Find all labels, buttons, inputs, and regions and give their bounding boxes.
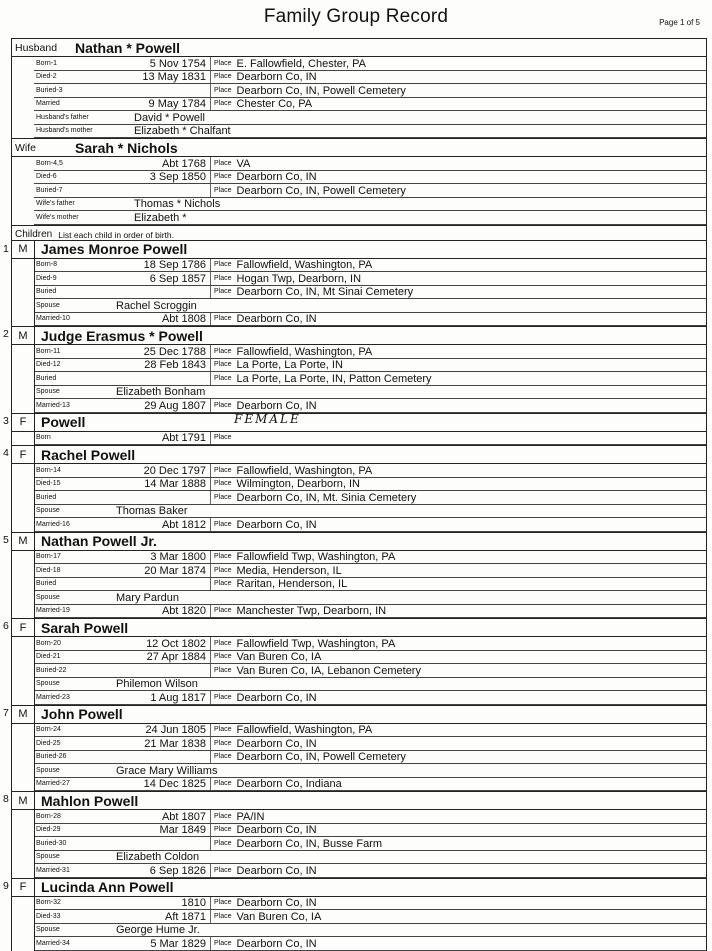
child-number: 7: [3, 706, 9, 719]
spouse-row: [34, 505, 706, 519]
event-place: E. Fallowfield, Chester, PA: [236, 57, 366, 70]
event-label: Born-14: [36, 466, 61, 474]
father-row-label: Wife's father: [36, 200, 75, 207]
event-label: Buried: [36, 580, 57, 587]
event-date: Abt 1820: [161, 605, 206, 617]
child-sex: F: [12, 619, 35, 636]
place-label: Place: [210, 98, 235, 111]
spouse-row: [34, 591, 706, 605]
event-row: [34, 372, 706, 386]
father-row: [34, 111, 706, 125]
place-label: Place: [210, 664, 235, 677]
place-label: Place: [210, 272, 235, 285]
event-label: Buried: [36, 493, 57, 501]
place-label: Place: [210, 551, 235, 564]
child-number: 9: [3, 879, 9, 892]
spouse-row-value: Thomas Baker: [116, 505, 188, 517]
event-date: 5 Nov 1754: [149, 57, 206, 70]
event-row: [34, 751, 706, 765]
event-place: Dearborn Co, IN, Busse Farm: [236, 837, 383, 850]
event-date: Aft 1871: [165, 910, 206, 923]
child-sex: F: [12, 446, 35, 463]
page-number: Page 1 of 5: [659, 18, 700, 27]
event-place: Dearborn Co, IN: [236, 864, 317, 877]
child-gutter: [12, 722, 35, 792]
place-label: Place: [210, 751, 235, 764]
event-label: Born-24: [36, 726, 61, 733]
event-place: Fallowfield, Washington, PA: [236, 724, 373, 736]
event-date: 14 Mar 1888: [144, 478, 206, 490]
event-label: Married-13: [36, 401, 70, 409]
place-label: Place: [210, 564, 235, 577]
child-name: Lucinda Ann Powell: [41, 879, 174, 895]
event-date: 27 Apr 1884: [146, 651, 206, 663]
event-place: Fallowfield, Washington, PA: [236, 259, 373, 271]
event-row: [34, 399, 706, 413]
child-block: [3, 326, 706, 413]
event-label: Born: [36, 434, 51, 441]
event-label: Died-25: [36, 739, 61, 747]
place-label: Place: [210, 84, 235, 97]
child-header: [12, 705, 706, 724]
wife-section: [11, 138, 707, 225]
event-date: 20 Mar 1874: [144, 564, 206, 577]
event-place: Dearborn Co, IN: [236, 313, 317, 325]
place-label: Place: [210, 359, 235, 372]
event-label: Buried-7: [36, 186, 63, 194]
children-label: Children: [15, 228, 53, 240]
event-row: [34, 637, 706, 651]
place-label: Place: [210, 578, 235, 591]
document-title: Family Group Record: [263, 6, 449, 27]
place-label: Place: [210, 910, 235, 923]
event-place: Dearborn Co, IN, Powell Cemetery: [236, 184, 406, 197]
father-row-value: David * Powell: [134, 111, 205, 124]
wife-name: Sarah * Nichols: [75, 139, 178, 156]
event-date: Abt 1807: [161, 810, 206, 823]
child-number: 1: [3, 242, 9, 255]
event-row: [34, 664, 706, 678]
event-row: [34, 272, 706, 286]
event-place: Dearborn Co, IN: [236, 897, 317, 909]
event-row: [34, 157, 706, 171]
child-name: Powell: [41, 414, 86, 430]
place-label: Place: [210, 259, 235, 272]
child-header: [12, 618, 706, 637]
place-label: Place: [210, 778, 235, 791]
spouse-row: [34, 678, 706, 692]
event-label: Born-17: [36, 553, 61, 560]
place-label: Place: [210, 837, 235, 850]
husband-header: [12, 39, 706, 57]
event-row: [34, 837, 706, 851]
mother-row-value: Elizabeth *: [134, 211, 187, 224]
child-block: [3, 532, 706, 619]
event-label: Buried-22: [36, 666, 67, 674]
event-label: Died-29: [36, 826, 61, 833]
child-gutter: [12, 343, 35, 413]
event-place: Dearborn Co, IN: [236, 737, 317, 750]
event-place: Dearborn Co, IN: [236, 937, 317, 950]
event-row: [34, 937, 706, 951]
event-place: Dearborn Co, IN: [236, 171, 317, 183]
event-place: Dearborn Co, IN, Mt. Sinia Cemetery: [236, 491, 417, 504]
event-row: [34, 737, 706, 751]
event-label: Died-21: [36, 653, 61, 660]
event-row: [34, 824, 706, 838]
place-label: Place: [210, 71, 235, 84]
event-date: 6 Sep 1857: [149, 272, 206, 285]
wife-header: [12, 139, 706, 157]
event-row: [34, 724, 706, 738]
event-place: Dearborn Co, IN: [236, 518, 317, 531]
spouse-row-value: Elizabeth Coldon: [116, 851, 200, 863]
event-row: [34, 345, 706, 359]
event-date: 24 Jun 1805: [145, 724, 206, 736]
event-row: [34, 464, 706, 478]
event-row: [34, 651, 706, 665]
child-block: [3, 411, 706, 446]
event-date: Abt 1768: [161, 157, 206, 170]
child-gutter: [12, 549, 35, 619]
spouse-row-label: Spouse: [36, 593, 60, 601]
event-label: Died-18: [36, 566, 61, 574]
child-number: 4: [3, 447, 9, 459]
child-header: [12, 445, 706, 464]
event-date: Abt 1812: [161, 518, 206, 531]
event-label: Born-11: [36, 347, 61, 355]
child-block: [3, 445, 706, 532]
place-label: Place: [210, 313, 235, 326]
event-place: Dearborn Co, IN, Mt Sinai Cemetery: [236, 286, 414, 298]
child-header: [12, 791, 706, 810]
event-label: Buried: [36, 288, 57, 295]
event-date: 13 May 1831: [142, 71, 206, 83]
children-section: [3, 225, 707, 951]
event-date: Mar 1849: [159, 824, 206, 836]
children-list: [3, 241, 706, 951]
event-place: Chester Co, PA: [236, 98, 313, 110]
event-row: [34, 864, 706, 878]
event-place: Fallowfield Twp, Washington, PA: [236, 551, 396, 563]
child-header: [12, 532, 706, 551]
spouse-row-label: Spouse: [36, 507, 60, 514]
event-row: [34, 432, 706, 446]
event-date: Abt 1791: [161, 432, 206, 444]
event-label: Married-23: [36, 693, 70, 701]
place-label: Place: [210, 372, 235, 385]
child-number: 6: [3, 620, 9, 632]
place-label: Place: [210, 737, 235, 750]
event-row: [34, 518, 706, 532]
child-gutter: [12, 430, 35, 446]
place-label: Place: [210, 518, 235, 531]
event-place: Hogan Twp, Dearborn, IN: [236, 272, 362, 285]
handwritten-note: FEMALE: [234, 411, 301, 426]
place-label: Place: [210, 691, 235, 704]
event-label: Buried-3: [36, 86, 63, 94]
spouse-row: [34, 851, 706, 865]
event-date: 3 Sep 1850: [149, 171, 206, 183]
child-sex: M: [12, 241, 35, 258]
child-name: John Powell: [41, 706, 123, 722]
place-label: Place: [210, 432, 235, 445]
event-row: [34, 98, 706, 112]
child-gutter: [12, 462, 35, 532]
event-place: La Porte, La Porte, IN, Patton Cemetery: [236, 372, 432, 385]
event-place: Van Buren Co, IA, Lebanon Cemetery: [236, 664, 421, 677]
child-number: 3: [3, 414, 9, 427]
event-place: PA/IN: [236, 810, 265, 823]
husband-name: Nathan * Powell: [75, 39, 181, 56]
spouse-row-label: Spouse: [36, 680, 60, 687]
event-date: 1810: [181, 897, 206, 909]
event-row: [34, 578, 706, 592]
event-date: 20 Dec 1797: [143, 464, 206, 477]
mother-row-value: Elizabeth * Chalfant: [134, 125, 231, 137]
event-label: Born-8: [36, 261, 58, 268]
event-row: [34, 605, 706, 619]
event-label: Died-9: [36, 274, 57, 282]
event-row: [34, 778, 706, 792]
event-row: [34, 478, 706, 492]
husband-role: Husband: [15, 41, 58, 54]
event-place: Dearborn Co, IN, Powell Cemetery: [236, 751, 406, 763]
event-row: [34, 259, 706, 273]
event-label: Born-4,5: [36, 159, 63, 167]
event-place: Dearborn Co, IN: [236, 691, 317, 704]
event-row: [34, 564, 706, 578]
place-label: Place: [210, 57, 235, 70]
event-label: Born-32: [36, 899, 61, 906]
event-label: Died-6: [36, 173, 57, 180]
event-row: [34, 71, 706, 85]
child-number: 2: [3, 328, 9, 340]
event-label: Married: [36, 100, 60, 107]
spouse-row-value: Mary Pardun: [116, 591, 179, 604]
event-place: Dearborn Co, IN, Powell Cemetery: [236, 84, 406, 97]
event-label: Married-19: [36, 607, 70, 614]
event-date: 9 May 1784: [148, 98, 206, 110]
mother-row-label: Husband's mother: [36, 127, 93, 134]
event-label: Married-34: [36, 939, 70, 947]
event-row: [34, 491, 706, 505]
place-label: Place: [210, 824, 235, 837]
child-gutter: [12, 808, 35, 878]
event-place: Wilmington, Dearborn, IN: [236, 478, 361, 490]
spouse-row-value: Grace Mary Williams: [116, 764, 218, 777]
mother-row: [34, 211, 706, 225]
place-label: Place: [210, 724, 235, 737]
event-place: Fallowfield, Washington, PA: [236, 464, 373, 477]
child-sex: F: [12, 414, 35, 431]
child-name: Rachel Powell: [41, 446, 136, 463]
child-block: [3, 705, 706, 792]
child-block: [3, 878, 706, 951]
place-label: Place: [210, 897, 235, 910]
place-label: Place: [210, 157, 235, 170]
child-sex: F: [12, 879, 35, 896]
event-row: [34, 171, 706, 185]
event-row: [34, 359, 706, 373]
child-sex: M: [12, 706, 35, 723]
husband-section: [11, 38, 707, 138]
event-label: Married-31: [36, 866, 70, 874]
event-place: Dearborn Co, IN: [236, 399, 317, 412]
event-label: Died-12: [36, 361, 61, 368]
event-place: Raritan, Henderson, IL: [236, 578, 348, 590]
place-label: Place: [210, 651, 235, 664]
event-label: Born-20: [36, 639, 61, 647]
child-header: [12, 878, 706, 897]
place-label: Place: [210, 810, 235, 823]
spouse-row-label: Spouse: [36, 301, 60, 309]
place-label: Place: [210, 286, 235, 299]
event-date: 6 Sep 1826: [149, 864, 206, 877]
wife-role: Wife: [15, 141, 36, 154]
event-place: Fallowfield, Washington, PA: [236, 345, 373, 358]
event-place: Van Buren Co, IA: [236, 651, 322, 663]
child-sex: M: [12, 327, 35, 344]
event-row: [34, 286, 706, 300]
event-label: Born-1: [36, 59, 58, 67]
spouse-row-label: Spouse: [36, 853, 60, 860]
spouse-row: [34, 764, 706, 778]
place-label: Place: [210, 937, 235, 950]
event-place: Van Buren Co, IA: [236, 910, 322, 923]
event-date: 25 Dec 1788: [143, 345, 206, 358]
event-date: 5 Mar 1829: [150, 937, 206, 950]
children-header: [12, 226, 706, 241]
child-gutter: [12, 258, 35, 327]
event-label: Buried-26: [36, 753, 67, 760]
event-row: [34, 810, 706, 824]
event-date: 28 Feb 1843: [144, 359, 206, 371]
event-place: Dearborn Co, Indiana: [236, 778, 342, 790]
place-label: Place: [210, 464, 235, 477]
event-date: 18 Sep 1786: [143, 259, 206, 271]
event-row: [34, 57, 706, 71]
child-name: Judge Erasmus * Powell: [41, 327, 203, 344]
event-label: Died-2: [36, 73, 57, 80]
father-row: [34, 198, 706, 212]
child-header: [12, 241, 706, 259]
event-row: [34, 184, 706, 198]
event-date: 29 Aug 1807: [144, 399, 206, 412]
place-label: Place: [210, 864, 235, 877]
spouse-row-value: Elizabeth Bonham: [116, 386, 206, 398]
event-label: Buried: [36, 374, 57, 382]
child-header: [12, 413, 706, 432]
event-date: 1 Aug 1817: [150, 691, 206, 704]
event-row: [34, 313, 706, 327]
place-label: Place: [210, 605, 235, 618]
child-gutter: [12, 635, 35, 705]
event-label: Married-16: [36, 520, 70, 528]
child-block: [3, 618, 706, 705]
event-date: 12 Oct 1802: [146, 637, 206, 650]
event-row: [34, 551, 706, 565]
place-label: Place: [210, 171, 235, 184]
child-name: James Monroe Powell: [41, 241, 188, 257]
mother-row: [34, 125, 706, 139]
spouse-row: [34, 386, 706, 400]
event-row: [34, 691, 706, 705]
mother-row-label: Wife's mother: [36, 213, 79, 221]
place-label: Place: [210, 399, 235, 412]
event-place: La Porte, La Porte, IN: [236, 359, 343, 371]
event-place: Dearborn Co, IN: [236, 71, 317, 83]
event-label: Died-33: [36, 912, 61, 920]
child-number: 8: [3, 793, 9, 805]
event-label: Died-15: [36, 480, 61, 487]
child-block: [3, 791, 706, 878]
event-date: 21 Mar 1838: [144, 737, 206, 750]
child-number: 5: [3, 533, 9, 546]
child-name: Nathan Powell Jr.: [41, 533, 157, 549]
spouse-row: [34, 924, 706, 938]
child-sex: M: [12, 792, 35, 809]
child-name: Mahlon Powell: [41, 792, 139, 809]
place-label: Place: [210, 491, 235, 504]
event-date: 14 Dec 1825: [143, 778, 206, 790]
event-date: Abt 1808: [161, 313, 206, 325]
event-place: VA: [236, 157, 251, 170]
event-label: Born-28: [36, 812, 61, 820]
event-row: [34, 910, 706, 924]
children-hint: List each child in order of birth.: [58, 229, 175, 240]
event-date: 3 Mar 1800: [150, 551, 206, 563]
event-place: Manchester Twp, Dearborn, IN: [236, 605, 387, 617]
child-block: [3, 241, 706, 327]
place-label: Place: [210, 478, 235, 491]
event-row: [34, 897, 706, 911]
event-place: Fallowfield Twp, Washington, PA: [236, 637, 396, 650]
event-place: Media, Henderson, IL: [236, 564, 342, 577]
event-label: Married-10: [36, 315, 70, 322]
spouse-row-label: Spouse: [36, 926, 60, 933]
spouse-row-label: Spouse: [36, 388, 60, 395]
spouse-row-value: Philemon Wilson: [116, 678, 198, 690]
child-header: [12, 326, 706, 345]
family-group-form: [3, 38, 707, 951]
place-label: Place: [210, 184, 235, 197]
spouse-row-label: Spouse: [36, 766, 60, 774]
father-row-value: Thomas * Nichols: [134, 198, 221, 210]
event-label: Married-27: [36, 780, 70, 787]
spouse-row-value: Rachel Scroggin: [116, 299, 197, 312]
event-place: Dearborn Co, IN: [236, 824, 317, 836]
child-sex: M: [12, 533, 35, 550]
place-label: Place: [210, 637, 235, 650]
spouse-row: [34, 299, 706, 313]
event-row: [34, 84, 706, 98]
child-name: Sarah Powell: [41, 619, 129, 636]
event-label: Buried-30: [36, 839, 67, 847]
father-row-label: Husband's father: [36, 113, 89, 121]
spouse-row-value: George Hume Jr.: [116, 924, 200, 936]
place-label: Place: [210, 345, 235, 358]
